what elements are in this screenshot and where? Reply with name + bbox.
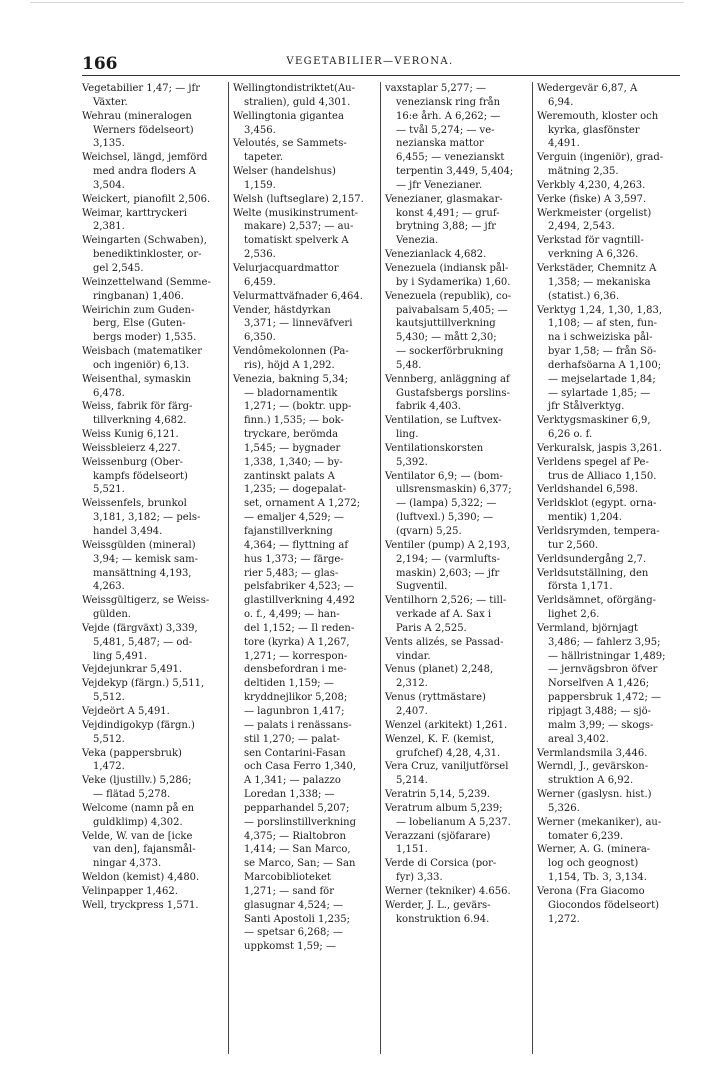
index-entry: Wehrau (mineralogen Werners födelseort) 3,135. [82,110,194,150]
index-entry: Weiss, fabrik för färg- tillverkning 4,682. [82,401,193,427]
index-entry: Weisenthal, symaskin 6,478. [82,373,192,399]
index-entry: Vegetabilier 1,47; — jfr Växter. [82,83,200,108]
index-entry: Welsh (luftseglare) 2,157. [233,193,364,205]
index-entry: Weissgülden (mineral) 3,94; — kemisk sam- mansättning 4,193, 4,263. [82,539,198,593]
column-divider [380,82,381,1054]
index-entry: Wellingtonia gigantea 3,456. [233,110,344,136]
index-entry: Werkmeister (orgelist) 2,494, 2,543. [537,207,652,233]
index-entry: Venus (ryttmästare) 2,407. [385,692,486,717]
header-rule [82,75,680,76]
running-head: VEGETABILIER—VERONA. [286,56,454,67]
index-entry: Weissgültigerz, se Weiss- gülden. [82,595,210,621]
index-entry: Welte (musikinstrument- makare) 2,537; — au- tomatiskt spelverk A 2,536. [233,207,359,261]
index-entry: Weiss Kunig 6,121. [82,429,179,441]
index-entry: Velde, W. van de [icke van den], fajansmål- ningar 4,373. [82,830,196,870]
index-entry: Vermland, björnjagt 3,486; — fahlerz 3,95; — hällristningar 1,489; — jernvägsbron öfver Norselfven A 1,426; pappersbruk 1,472; — ripjagt 3,488; — sjö- malm 3,99; — skogs- areal 3,402. [537,622,666,745]
index-entry: Weisbach (matematiker och ingeniör) 6,13. [82,346,202,371]
index-entry: Vejde (färgväxt) 3,339, 5,481, 5,487; — od- ling 5,491. [82,622,198,662]
index-entry: Wenzel, K. F. (kemist, grufchef) 4,28, 4,31. [385,733,501,759]
index-column-1 [82,82,224,913]
index-entry: Veratrum album 5,239; — lobelianum A 5,237. [385,802,511,828]
index-entry: Verde di Corsica (por- fyr) 3,33. [385,858,497,884]
index-entry: Venezuela (indiansk pål- by i Sydamerika) 1,60. [385,262,511,288]
index-entry: Verldsundergång 2,7. [537,553,647,565]
index-entry: Weickert, pianofilt 2,506. [82,193,211,205]
index-entry: Verazzani (sjöfarare) 1,151. [385,830,491,856]
index-entry: Wenzel (arkitekt) 1,261. [385,719,508,731]
index-entry: Ventilationskorsten 5,392. [385,442,484,468]
index-entry: Verldsämnet, oförgäng- lighet 2,6. [537,595,657,621]
index-entry: Werner, A. G. (minera- log och geognost) 1,154, Tb. 3, 3,134. [537,844,651,884]
index-entry: Vejdindigokyp (färgn.) 5,512. [82,719,195,745]
index-entry: Welser (handelshus) 1,159. [233,166,336,191]
index-entry: Veke (ljustillv.) 5,286; — flätad 5,278. [82,775,192,801]
index-entry: Vennberg, anläggning af Gustafsbergs porslins- fabrik 4,403. [385,373,510,413]
index-entry: Veka (pappersbruk) 1,472. [82,747,182,773]
index-entry: Weimar, karttryckeri 2,381. [82,207,187,233]
index-entry: Werner (mekaniker), au- tomater 6,239. [537,816,662,842]
index-entry: Welcome (namn på en guldklimp) 4,302. [82,802,195,828]
index-entry: Vendômekolonnen (Pa- ris), höjd A 1,292. [233,346,349,371]
index-entry: Venezianer, glasmakar- konst 4,491; — gruf- brytning 3,88; — jfr Venezia. [385,193,503,247]
index-entry: Ventilhorn 2,526; — till- verkade af A. Sax i Paris A 2,525. [385,595,507,634]
index-entry: Verktygsmaskiner 6,9, 6,26 o. f. [537,415,651,441]
index-entry: Verldens spegel af Pe- trus de Alliaco 1,150. [537,456,657,482]
index-entry: Werner (gaslysn. hist.) 5,326. [537,789,652,814]
index-entry: Well, tryckpress 1,571. [82,899,199,911]
index-entry: Venezuela (republik), co- paivabalsam 5,405; — kautsjuttillverkning 5,430; — mått 2,30; — sockerförbrukning 5,48. [385,290,512,371]
index-entry: Veloutés, se Sammets- tapeter. [233,138,347,164]
index-entry: Verldsklot (egypt. orna- mentik) 1,204. [537,498,657,524]
index-entry: Velurjacquardmattor 6,459. [233,262,339,288]
index-entry: Weldon (kemist) 4,480. [82,872,200,884]
index-entry: Verldsrymden, tempera- tur 2,560. [537,526,660,551]
index-entry: Werder, J. L., gevärs- konstruktion 6.94. [385,899,491,925]
index-entry: Verldshandel 6,598. [537,484,639,496]
index-entry: Verkstäder, Chemnitz A 1,358; — mekaniska (statist.) 6,36. [537,262,657,302]
index-entry: Wellingtondistriktet(Au- stralien), guld 4,301. [233,83,355,108]
index-entry: Wedergevär 6,87, A 6,94. [537,83,638,108]
index-entry: Ventilator 6,9; — (bom- ullsrensmaskin) 6,377; — (lampa) 5,322; — (luftvexl.) 5,390; — (qvarn) 5,25. [385,470,512,537]
index-entry: Vejdejunkrar 5,491. [82,664,183,676]
index-entry: Ventiler (pump) A 2,193, 2,194; — (varmlufts- maskin) 2,603; — jfr Sugventil. [385,539,510,593]
index-entry: Weinzettelwand (Semme- ringbanan) 1,406. [82,276,211,302]
index-entry: Venezia, bakning 5,34; — bladornamentik 1,271; — (boktr. upp- finn.) 1,535; — bok- tryckare, berömda 1,545; — bygnader 1,338, 1,340; — by- zantinskt palats A 1,235; — dogepalat- set, ornament A 1,272; — emaljer 4,529; — fajanstillverkning 4,364; — flyttning af hus 1,373; — färge- rier 5,483; — glas- pelsfabriker 4,523; — glastillverkning 4,492 o. f., 4,499; — han- del 1,152; — Il reden- tore (kyrka) A 1,267, 1,271; — korrespon- densbefordran i me- deltiden 1,159; — kryddnejlikor 5,208; — lagunbron 1,417; — palats i renässans- stil 1,270; — palat- sen Contarini-Fasan och Casa Ferro 1,340, A 1,341; — palazzo Loredan 1,338; — pepparhandel 5,207; — porslinstillverkning 4,375; — Rialtobron 1,414; — San Marco, se Marco, San; — San Marcobiblioteket 1,271; — sand för glasugnar 4,524; — Santi Apostoli 1,235; — spetsar 6,268; — uppkomst 1,59; — [233,373,361,953]
index-column-2 [233,82,375,954]
index-entry: Vera Cruz, vaniljutförsel 5,214. [385,761,509,787]
top-edge-line [30,2,684,3]
index-entry: Velurmattväfnader 6,464. [233,290,363,302]
index-entry: vaxstaplar 5,277; — veneziansk ring från 16:e årh. A 6,262; — — tvål 5,274; — ve- nezianska mattor 6,455; — venezianskt terpentin 3,449, 5,404; — jfr Venezianer. [385,83,514,191]
index-entry: Verkbly 4,230, 4,263. [537,179,646,191]
index-entry: Venus (planet) 2,248, 2,312. [385,664,494,690]
index-entry: Werner (tekniker) 4.656. [385,885,511,897]
index-entry: Verkuralsk, jaspis 3,261. [537,442,662,454]
index-entry: Weremouth, kloster och kyrka, glasfönster 4,491. [537,110,659,150]
index-entry: Verktyg 1,24, 1,30, 1,83, 1,108; — af sten, fun- na i schweiziska pål- byar 1,58; — från Sö- derhafsöarna A 1,100; — mejselartade 1,84; — sylartade 1,85; — jfr Stålverktyg. [537,304,662,413]
index-entry: Velinpapper 1,462. [82,885,178,897]
index-entry: Verldsutställning, den första 1,171. [537,567,649,593]
index-entry: Vender, hästdyrkan 3,371; — linneväfveri 6,350. [233,304,353,344]
index-column-4 [537,82,679,926]
index-entry: Verguin (ingeniör), grad- mätning 2,35. [537,152,664,178]
index-entry: Weissenburg (Ober- kampfs födelseort) 5,521. [82,456,188,496]
index-entry: Vejdeört A 5,491. [82,705,170,717]
index-entry: Verkstad för vagntill- verkning A 6,326. [537,235,644,261]
index-entry: Venezianlack 4,682. [385,249,487,261]
index-entry: Weichsel, längd, jemförd med andra floders A 3,504. [82,152,208,191]
index-entry: Werndl, J., gevärskon- struktion A 6,92. [537,761,649,787]
index-column-3 [385,82,527,926]
index-entry: Vermlandsmila 3,446. [537,747,648,759]
column-divider [228,82,229,1054]
column-divider [532,82,533,1054]
index-entry: Weingarten (Schwaben), benediktinkloster, or- gel 2,545. [82,235,207,274]
index-entry: Weissenfels, brunkol 3,181, 3,182; — pels- handel 3,494. [82,498,201,537]
index-entry: Vents alizés, se Passad- vindar. [385,636,504,662]
index-entry: Verke (fiske) A 3,597. [537,193,647,205]
index-entry: Verona (Fra Giacomo Giocondos födelseort) 1,272. [537,885,660,925]
index-entry: Ventilation, se Luftvex- ling. [385,415,502,441]
page-number: 166 [82,54,118,74]
index-entry: Veratrin 5,14, 5,239. [385,789,491,801]
index-entry: Weirichin zum Guden- berg, Else (Guten- bergs moder) 1,535. [82,304,197,344]
index-entry: Vejdekyp (färgn.) 5,511, 5,512. [82,678,205,704]
index-entry: Weissbleierz 4,227. [82,442,181,454]
